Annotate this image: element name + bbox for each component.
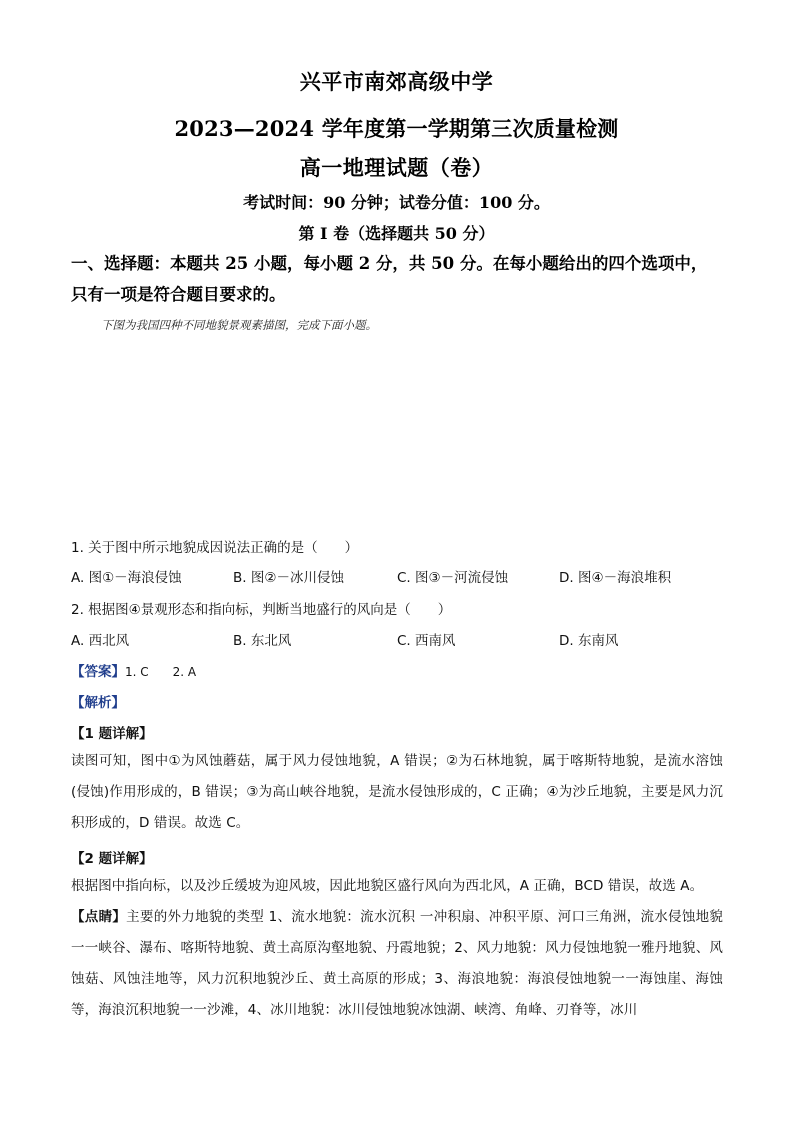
tip-label: 【点睛】	[71, 909, 127, 925]
detail-1-label: 【1 题详解】	[71, 726, 153, 742]
analysis-label: 【解析】	[71, 695, 125, 711]
exam-title: 2023—2024 学年度第一学期第三次质量检测	[174, 116, 619, 141]
tip-paragraph	[71, 902, 723, 1026]
subject-title: 高一地理试题（卷）	[299, 155, 494, 180]
question-1-option-d: D. 图④－海浪堆积	[559, 570, 672, 586]
figure-intro: 下图为我国四种不同地貌景观素描图，完成下面小题。	[101, 318, 377, 332]
landform-figure-placeholder	[71, 340, 721, 525]
question-1-option-c: C. 图③－河流侵蚀	[397, 570, 509, 586]
detail-1-text: 读图可知，图中①为风蚀蘑菇，属于风力侵蚀地貌，A 错误；②为石林地貌，属于喀斯特地貌，是流水溶蚀(侵蚀)作用形成的，B 错误；③为高山峡谷地貌，是流水侵蚀形成的，C 正确；④为沙丘地貌，主要是风力沉积形成的，D 错误。故选 C。	[71, 753, 723, 831]
section-instruction: 一、选择题：本题共 25 小题，每小题 2 分，共 50 分。在每小题给出的四个选项中，只有一项是符合题目要求的。	[71, 254, 708, 304]
school-title: 兴平市南郊高级中学	[299, 69, 494, 94]
question-2-option-b: B. 东北风	[233, 633, 292, 649]
answer-values: 1. C 2. A	[125, 665, 197, 679]
question-2-option-c: C. 西南风	[397, 633, 456, 649]
question-2-option-a: A. 西北风	[71, 633, 130, 649]
question-1-option-b: B. 图②－冰川侵蚀	[233, 570, 344, 586]
question-1-stem: 1. 关于图中所示地貌成因说法正确的是（ ）	[71, 540, 359, 556]
detail-2-label: 【2 题详解】	[71, 851, 153, 867]
time-score-line: 考试时间：90 分钟；试卷分值：100 分。	[243, 193, 550, 212]
answer-line	[71, 660, 196, 680]
question-1-option-a: A. 图①－海浪侵蚀	[71, 570, 182, 586]
answer-label: 【答案】	[71, 664, 125, 680]
tip-text: 主要的外力地貌的类型 1、流水地貌：流水沉积 一冲积扇、冲积平原、河口三角洲，流水侵蚀地貌一一峡谷、瀑布、喀斯特地貌、黄土高原沟壑地貌、丹霞地貌；2、风力地貌：风力侵蚀地貌一雅丹地貌、风蚀菇、风蚀洼地等，风力沉积地貌沙丘、黄土高原的形成；3、海浪地貌：海浪侵蚀地貌一一海蚀崖、海蚀等，海浪沉积地貌一一沙滩，4、冰川地貌：冰川侵蚀地貌冰蚀湖、峡湾、角峰、刃脊等，冰川	[71, 909, 724, 1018]
volume-heading: 第 I 卷（选择题共 50 分）	[298, 224, 495, 243]
analysis-line	[71, 691, 125, 711]
question-2-stem: 2. 根据图④景观形态和指向标，判断当地盛行的风向是（ ）	[71, 602, 452, 618]
question-2-option-d: D. 东南风	[559, 633, 619, 649]
detail-2-text: 根据图中指向标，以及沙丘缓坡为迎风坡，因此地貌区盛行风向为西北风，A 正确，BCD 错误，故选 A。	[71, 878, 704, 894]
